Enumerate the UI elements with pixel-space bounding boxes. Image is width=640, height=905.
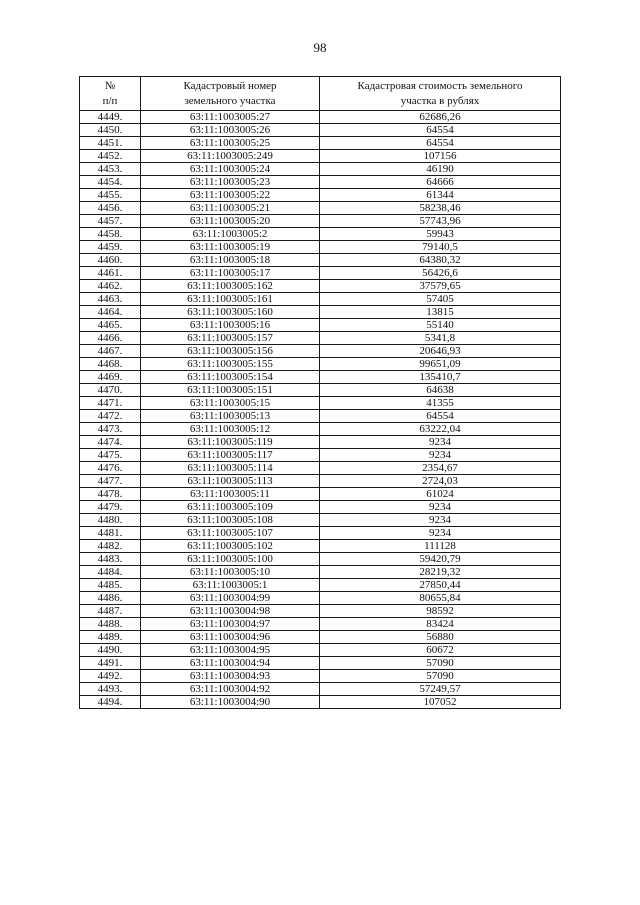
row-number-cell: 4452. [80, 150, 141, 163]
cadastral-value-cell: 56880 [320, 631, 561, 644]
table-body [80, 111, 561, 709]
cadastral-value-cell: 9234 [320, 436, 561, 449]
cadastral-value-cell: 64666 [320, 176, 561, 189]
cadastral-number-cell: 63:11:1003005:12 [141, 423, 320, 436]
table-row [80, 592, 561, 605]
cadastral-number-cell: 63:11:1003005:21 [141, 202, 320, 215]
cadastral-value-cell: 59943 [320, 228, 561, 241]
cadastral-number-cell: 63:11:1003005:157 [141, 332, 320, 345]
row-number-cell: 4456. [80, 202, 141, 215]
table-row [80, 488, 561, 501]
cadastral-value-cell: 63222,04 [320, 423, 561, 436]
cadastral-number-cell: 63:11:1003005:151 [141, 384, 320, 397]
table-row [80, 475, 561, 488]
table-row [80, 501, 561, 514]
row-number-cell: 4469. [80, 371, 141, 384]
cadastral-value-cell: 2354,67 [320, 462, 561, 475]
table-row [80, 137, 561, 150]
row-number-cell: 4460. [80, 254, 141, 267]
table-row [80, 436, 561, 449]
cadastral-value-cell: 13815 [320, 306, 561, 319]
row-number-cell: 4463. [80, 293, 141, 306]
row-number-cell: 4470. [80, 384, 141, 397]
row-number-cell: 4490. [80, 644, 141, 657]
cadastral-value-cell: 57743,96 [320, 215, 561, 228]
cadastral-number-cell: 63:11:1003005:100 [141, 553, 320, 566]
cadastral-value-cell: 37579,65 [320, 280, 561, 293]
cadastral-value-cell: 9234 [320, 527, 561, 540]
table-row [80, 579, 561, 592]
row-number-cell: 4455. [80, 189, 141, 202]
cadastral-number-cell: 63:11:1003005:156 [141, 345, 320, 358]
cadastral-number-cell: 63:11:1003004:94 [141, 657, 320, 670]
header-cadastral-value-line-2: участка в рублях [400, 94, 480, 107]
row-number-cell: 4475. [80, 449, 141, 462]
cadastral-number-cell: 63:11:1003005:27 [141, 111, 320, 124]
row-number-cell: 4480. [80, 514, 141, 527]
row-number-cell: 4473. [80, 423, 141, 436]
row-number-cell: 4489. [80, 631, 141, 644]
cadastral-value-cell: 111128 [320, 540, 561, 553]
cadastral-value-cell: 64638 [320, 384, 561, 397]
cadastral-number-cell: 63:11:1003004:99 [141, 592, 320, 605]
table-row [80, 462, 561, 475]
cadastral-number-cell: 63:11:1003004:96 [141, 631, 320, 644]
row-number-cell: 4493. [80, 683, 141, 696]
cadastral-number-cell: 63:11:1003004:92 [141, 683, 320, 696]
cadastral-value-cell: 58238,46 [320, 202, 561, 215]
header-cadastral-number-line-2: земельного участка [184, 94, 276, 107]
cadastral-number-cell: 63:11:1003005:102 [141, 540, 320, 553]
cadastral-number-cell: 63:11:1003005:113 [141, 475, 320, 488]
table-row [80, 449, 561, 462]
cadastre-table [79, 76, 561, 709]
header-row-number-line-2: п/п [102, 94, 118, 107]
cadastral-number-cell: 63:11:1003005:20 [141, 215, 320, 228]
row-number-cell: 4479. [80, 501, 141, 514]
cadastral-value-cell: 41355 [320, 397, 561, 410]
cadastral-number-cell: 63:11:1003005:2 [141, 228, 320, 241]
cadastral-value-cell: 107052 [320, 696, 561, 709]
table-row [80, 293, 561, 306]
row-number-cell: 4458. [80, 228, 141, 241]
cadastral-number-cell: 63:11:1003005:26 [141, 124, 320, 137]
cadastral-number-cell: 63:11:1003005:162 [141, 280, 320, 293]
cadastral-number-cell: 63:11:1003005:16 [141, 319, 320, 332]
cadastral-value-cell: 64554 [320, 410, 561, 423]
cadastral-number-cell: 63:11:1003005:117 [141, 449, 320, 462]
row-number-cell: 4476. [80, 462, 141, 475]
table-row [80, 657, 561, 670]
table-row [80, 215, 561, 228]
row-number-cell: 4466. [80, 332, 141, 345]
header-cadastral-value [320, 77, 561, 111]
table-row [80, 345, 561, 358]
cadastral-value-cell: 9234 [320, 501, 561, 514]
cadastral-value-cell: 57090 [320, 657, 561, 670]
table-row [80, 384, 561, 397]
cadastral-value-cell: 64554 [320, 124, 561, 137]
cadastral-value-cell: 59420,79 [320, 553, 561, 566]
table-row [80, 124, 561, 137]
cadastral-value-cell: 61024 [320, 488, 561, 501]
cadastral-number-cell: 63:11:1003004:98 [141, 605, 320, 618]
row-number-cell: 4483. [80, 553, 141, 566]
cadastral-number-cell: 63:11:1003004:97 [141, 618, 320, 631]
cadastral-number-cell: 63:11:1003005:1 [141, 579, 320, 592]
table-row [80, 553, 561, 566]
cadastral-number-cell: 63:11:1003005:10 [141, 566, 320, 579]
cadastral-value-cell: 57090 [320, 670, 561, 683]
cadastral-number-cell: 63:11:1003005:161 [141, 293, 320, 306]
header-cadastral-value-line-1: Кадастровая стоимость земельного [357, 79, 523, 92]
table-row [80, 332, 561, 345]
table-row [80, 410, 561, 423]
row-number-cell: 4453. [80, 163, 141, 176]
table-row [80, 280, 561, 293]
cadastral-value-cell: 5341,8 [320, 332, 561, 345]
table-row [80, 631, 561, 644]
row-number-cell: 4449. [80, 111, 141, 124]
cadastral-number-cell: 63:11:1003005:249 [141, 150, 320, 163]
header-row-number [80, 77, 141, 111]
table-row [80, 111, 561, 124]
cadastral-value-cell: 2724,03 [320, 475, 561, 488]
row-number-cell: 4487. [80, 605, 141, 618]
row-number-cell: 4485. [80, 579, 141, 592]
table-row [80, 202, 561, 215]
table-row [80, 163, 561, 176]
header-row-number-line-1: № [104, 79, 116, 92]
row-number-cell: 4492. [80, 670, 141, 683]
cadastral-number-cell: 63:11:1003005:19 [141, 241, 320, 254]
table-row [80, 423, 561, 436]
cadastral-value-cell: 64554 [320, 137, 561, 150]
cadastral-number-cell: 63:11:1003005:23 [141, 176, 320, 189]
row-number-cell: 4482. [80, 540, 141, 553]
table-row [80, 514, 561, 527]
row-number-cell: 4465. [80, 319, 141, 332]
cadastral-value-cell: 64380,32 [320, 254, 561, 267]
cadastral-number-cell: 63:11:1003005:25 [141, 137, 320, 150]
cadastral-value-cell: 46190 [320, 163, 561, 176]
row-number-cell: 4462. [80, 280, 141, 293]
cadastral-number-cell: 63:11:1003005:114 [141, 462, 320, 475]
cadastral-value-cell: 61344 [320, 189, 561, 202]
cadastral-value-cell: 107156 [320, 150, 561, 163]
cadastral-value-cell: 60672 [320, 644, 561, 657]
cadastral-value-cell: 57405 [320, 293, 561, 306]
table-row [80, 371, 561, 384]
cadastral-number-cell: 63:11:1003005:107 [141, 527, 320, 540]
table-row [80, 358, 561, 371]
cadastral-number-cell: 63:11:1003005:108 [141, 514, 320, 527]
cadastral-number-cell: 63:11:1003005:119 [141, 436, 320, 449]
table-row [80, 319, 561, 332]
row-number-cell: 4474. [80, 436, 141, 449]
cadastral-number-cell: 63:11:1003005:109 [141, 501, 320, 514]
cadastral-value-cell: 56426,6 [320, 267, 561, 280]
cadastral-number-cell: 63:11:1003004:93 [141, 670, 320, 683]
table-row [80, 228, 561, 241]
cadastral-value-cell: 57249,57 [320, 683, 561, 696]
table-row [80, 150, 561, 163]
table-row [80, 540, 561, 553]
table-row [80, 254, 561, 267]
table-row [80, 696, 561, 709]
cadastral-number-cell: 63:11:1003005:22 [141, 189, 320, 202]
table-row [80, 189, 561, 202]
row-number-cell: 4457. [80, 215, 141, 228]
row-number-cell: 4467. [80, 345, 141, 358]
cadastral-number-cell: 63:11:1003005:15 [141, 397, 320, 410]
header-cadastral-number-line-1: Кадастровый номер [183, 79, 277, 92]
row-number-cell: 4454. [80, 176, 141, 189]
table-row [80, 618, 561, 631]
table-row [80, 241, 561, 254]
row-number-cell: 4450. [80, 124, 141, 137]
page-number: 98 [313, 40, 327, 55]
cadastral-number-cell: 63:11:1003005:24 [141, 163, 320, 176]
row-number-cell: 4484. [80, 566, 141, 579]
table-row [80, 683, 561, 696]
row-number-cell: 4468. [80, 358, 141, 371]
cadastral-value-cell: 83424 [320, 618, 561, 631]
cadastral-number-cell: 63:11:1003005:160 [141, 306, 320, 319]
cadastral-value-cell: 9234 [320, 449, 561, 462]
cadastral-value-cell: 20646,93 [320, 345, 561, 358]
row-number-cell: 4471. [80, 397, 141, 410]
cadastral-value-cell: 62686,26 [320, 111, 561, 124]
cadastral-value-cell: 55140 [320, 319, 561, 332]
table-row [80, 644, 561, 657]
row-number-cell: 4494. [80, 696, 141, 709]
cadastral-number-cell: 63:11:1003005:155 [141, 358, 320, 371]
cadastral-number-cell: 63:11:1003005:18 [141, 254, 320, 267]
header-cadastral-number [141, 77, 320, 111]
table-row [80, 397, 561, 410]
row-number-cell: 4481. [80, 527, 141, 540]
cadastral-number-cell: 63:11:1003005:17 [141, 267, 320, 280]
cadastral-value-cell: 98592 [320, 605, 561, 618]
row-number-cell: 4451. [80, 137, 141, 150]
table-row [80, 605, 561, 618]
row-number-cell: 4461. [80, 267, 141, 280]
cadastral-value-cell: 99651,09 [320, 358, 561, 371]
cadastral-value-cell: 80655,84 [320, 592, 561, 605]
row-number-cell: 4459. [80, 241, 141, 254]
row-number-cell: 4464. [80, 306, 141, 319]
cadastral-value-cell: 27850,44 [320, 579, 561, 592]
row-number-cell: 4486. [80, 592, 141, 605]
table-row [80, 267, 561, 280]
row-number-cell: 4478. [80, 488, 141, 501]
table-row [80, 176, 561, 189]
table-row [80, 306, 561, 319]
row-number-cell: 4477. [80, 475, 141, 488]
cadastral-value-cell: 135410,7 [320, 371, 561, 384]
cadastral-number-cell: 63:11:1003005:11 [141, 488, 320, 501]
cadastral-number-cell: 63:11:1003005:13 [141, 410, 320, 423]
cadastral-value-cell: 79140,5 [320, 241, 561, 254]
row-number-cell: 4491. [80, 657, 141, 670]
cadastral-value-cell: 28219,32 [320, 566, 561, 579]
cadastral-value-cell: 9234 [320, 514, 561, 527]
table-row [80, 670, 561, 683]
table-row [80, 527, 561, 540]
table-row [80, 566, 561, 579]
table-header [80, 77, 561, 111]
row-number-cell: 4488. [80, 618, 141, 631]
cadastral-number-cell: 63:11:1003004:95 [141, 644, 320, 657]
cadastral-number-cell: 63:11:1003005:154 [141, 371, 320, 384]
cadastral-number-cell: 63:11:1003004:90 [141, 696, 320, 709]
row-number-cell: 4472. [80, 410, 141, 423]
header-row [80, 77, 561, 111]
